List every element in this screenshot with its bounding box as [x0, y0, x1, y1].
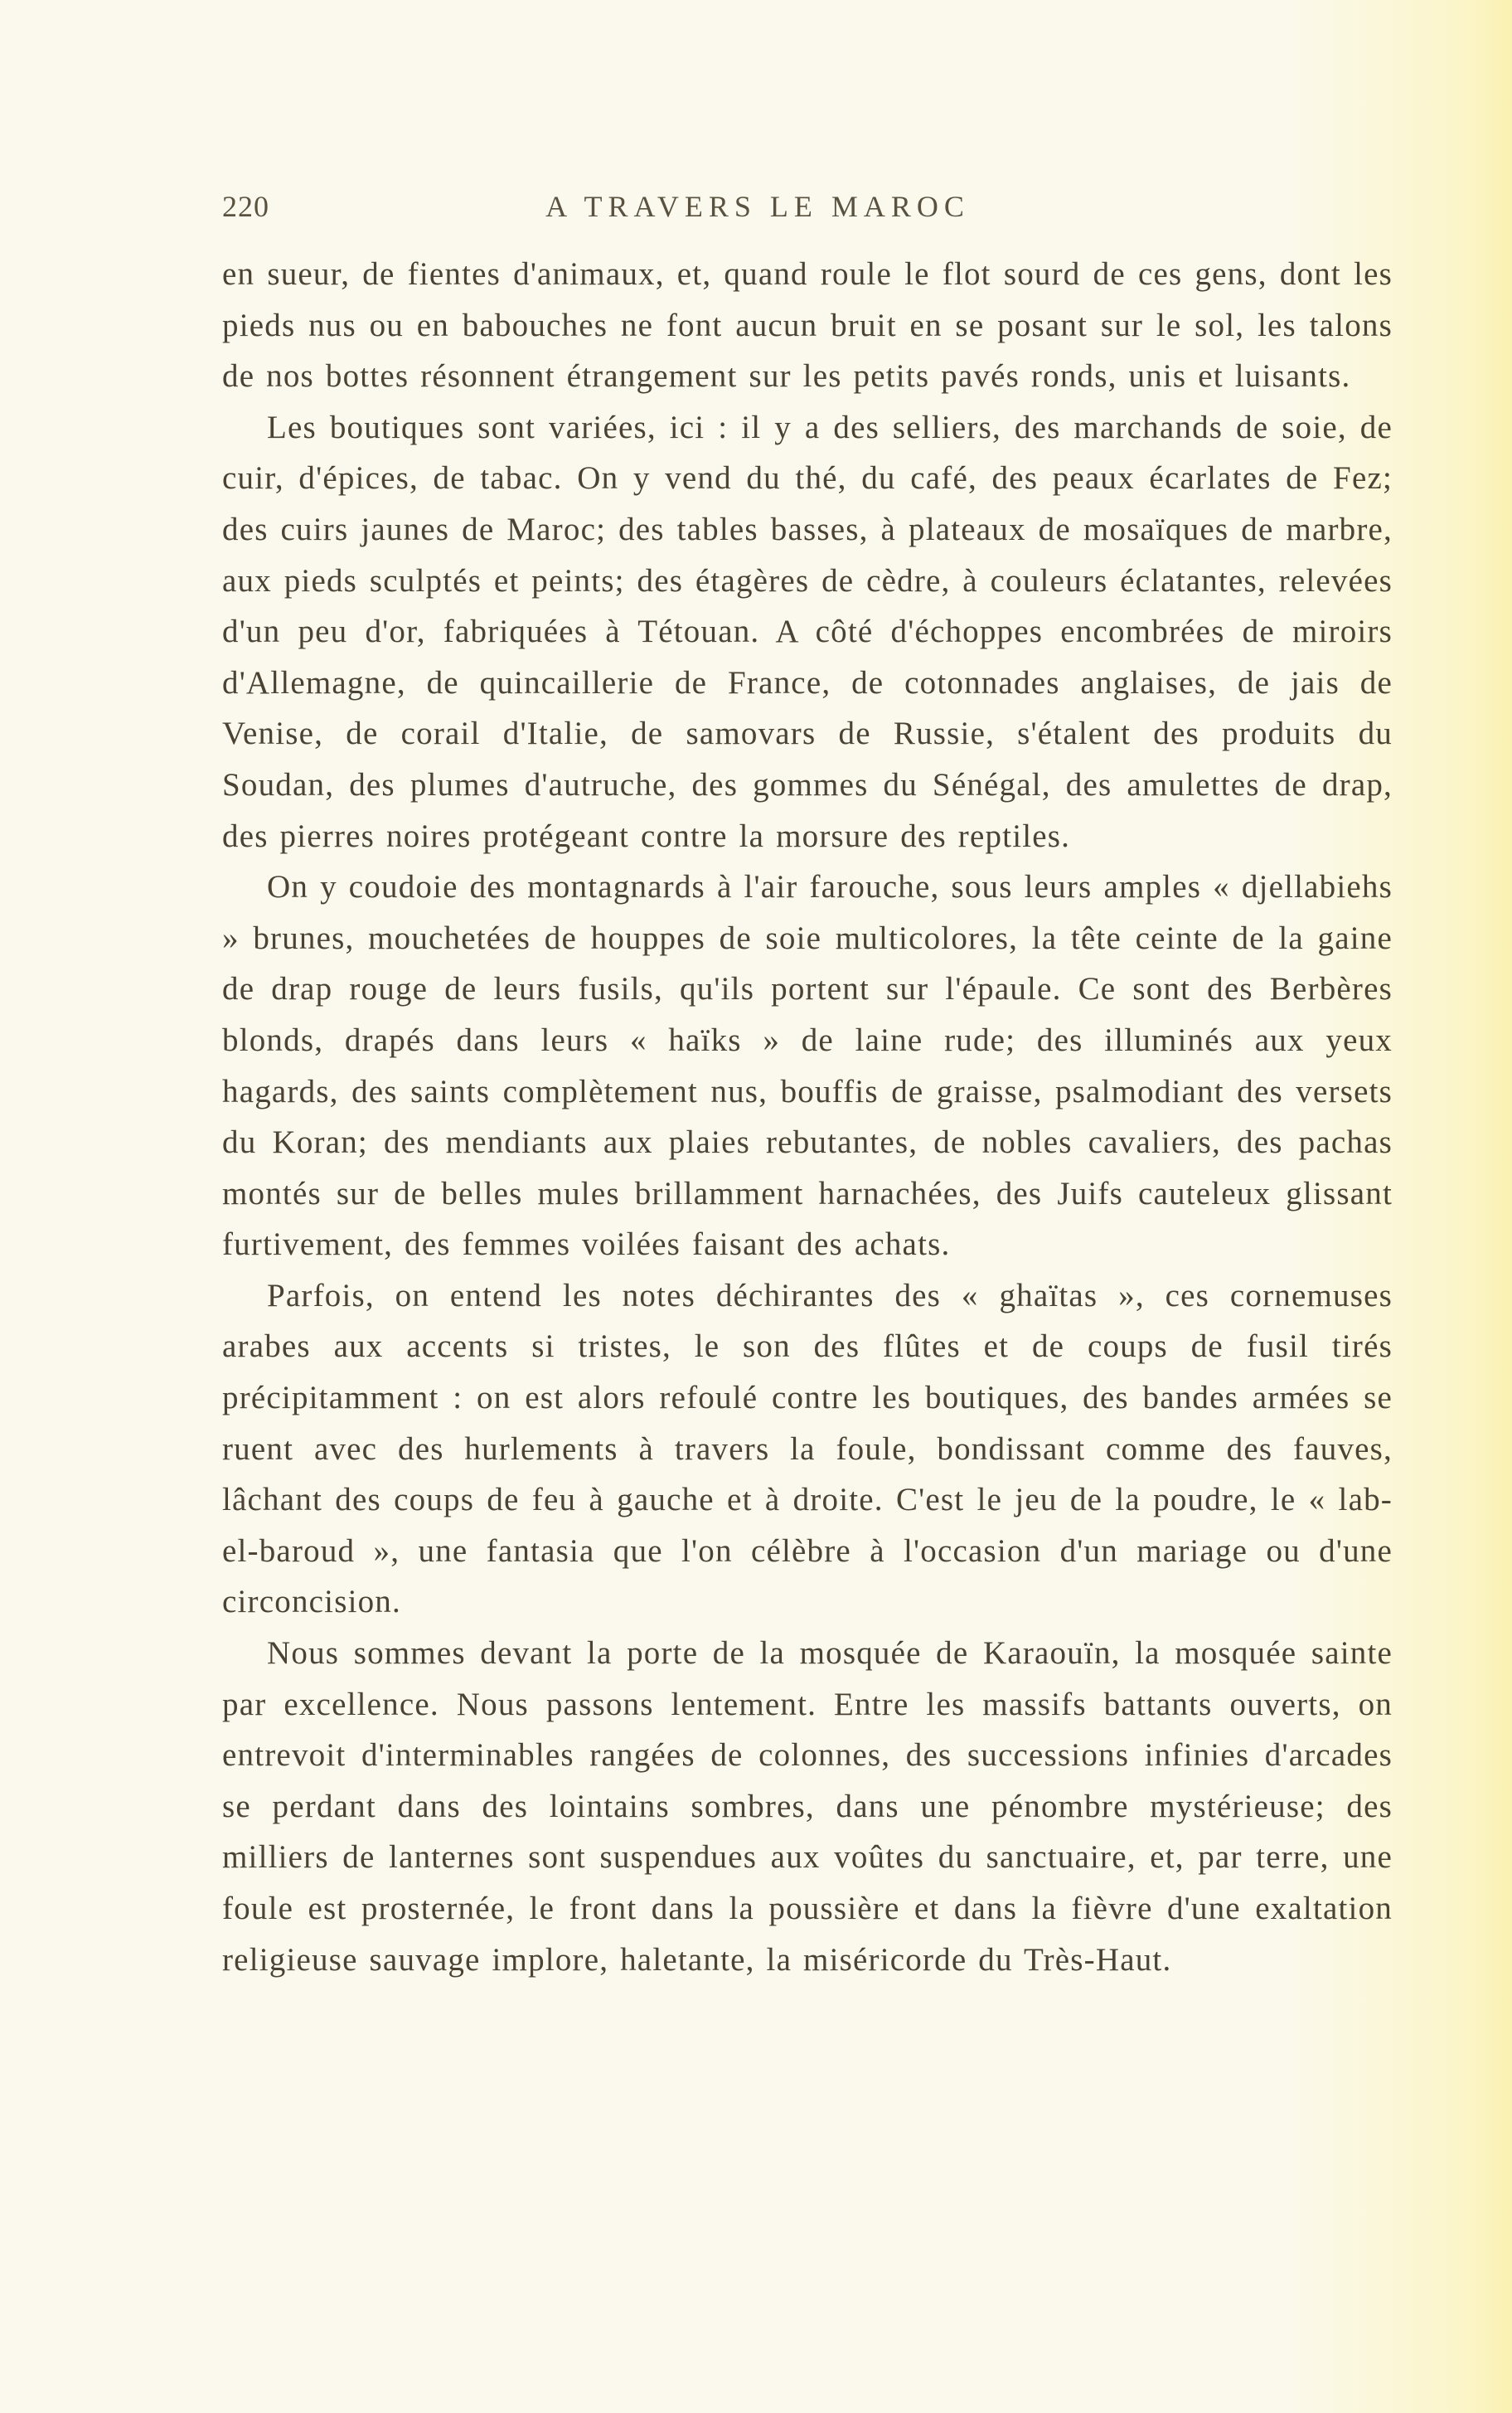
- running-title: A TRAVERS LE MAROC: [545, 190, 970, 223]
- paragraph: Parfois, on entend les notes déchirantes des « ghaïtas », ces cornemuses arabes aux accents si tristes, le son des flûtes et de coups de fusil tirés précipitamment : on est alors refoulé contre les boutiques, des bandes armées se ruent avec des hurlements à travers la foule, bondissant comme des fauves, lâchant des coups de feu à gauche et à droite. C'est le jeu de la poudre, le « lab-el-baroud », une fantasia que l'on célèbre à l'occasion d'un mariage ou d'une circoncision.: [222, 1277, 1393, 1620]
- paragraph: On y coudoie des montagnards à l'air farouche, sous leurs amples « djellabiehs » brunes, mouchetées de houppes de soie multicolores, la tête ceinte de la gaine de drap rouge de leurs fusils, qu'ils portent sur l'épaule. Ce sont des Berbères blonds, drapés dans leurs « haïks » de laine rude; des illuminés aux yeux hagards, des saints complètement nus, bouffis de graisse, psalmodiant des versets du Koran; des mendiants aux plaies rebutantes, de nobles cavaliers, des pachas montés sur de belles mules brillamment harnachées, des Juifs cauteleux glissant furtivement, des femmes voilées faisant des achats.: [222, 869, 1393, 1263]
- page-number: 220: [222, 190, 269, 223]
- paragraph: Nous sommes devant la porte de la mosquée de Karaouïn, la mosquée sainte par excellence. Nous passons lentement. Entre les massifs battants ouverts, on entrevoit d'interminables rangées de colonnes, des successions infinies d'arcades se perdant dans des lointains sombres, dans une pénombre mystérieuse; des milliers de lanternes sont suspendues aux voûtes du sanctuaire, et, par terre, une foule est prosternée, le front dans la poussière et dans la fièvre d'une exaltation religieuse sauvage implore, haletante, la miséricorde du Très-Haut.: [222, 1635, 1393, 1978]
- paragraph: Les boutiques sont variées, ici : il y a des selliers, des marchands de soie, de cuir, d'épices, de tabac. On y vend du thé, du café, des peaux écarlates de Fez; des cuirs jaunes de Maroc; des tables basses, à plateaux de mosaïques de marbre, aux pieds sculptés et peints; des étagères de cèdre, à couleurs éclatantes, relevées d'un peu d'or, fabriquées à Tétouan. A côté d'échoppes encombrées de miroirs d'Allemagne, de quincaillerie de France, de cotonnades anglaises, de jais de Venise, de corail d'Italie, de samovars de Russie, s'étalent des produits du Soudan, des plumes d'autruche, des gommes du Sénégal, des amulettes de drap, des pierres noires protégeant contre la morsure des reptiles.: [222, 409, 1393, 854]
- body-text: [222, 249, 1393, 1985]
- running-head: [222, 189, 1293, 239]
- paragraph: en sueur, de fientes d'animaux, et, quand roule le flot sourd de ces gens, dont les pieds nus ou en babouches ne font aucun bruit en se posant sur le sol, les talons de nos bottes résonnent étrangement sur les petits pavés ronds, unis et luisants.: [222, 256, 1393, 395]
